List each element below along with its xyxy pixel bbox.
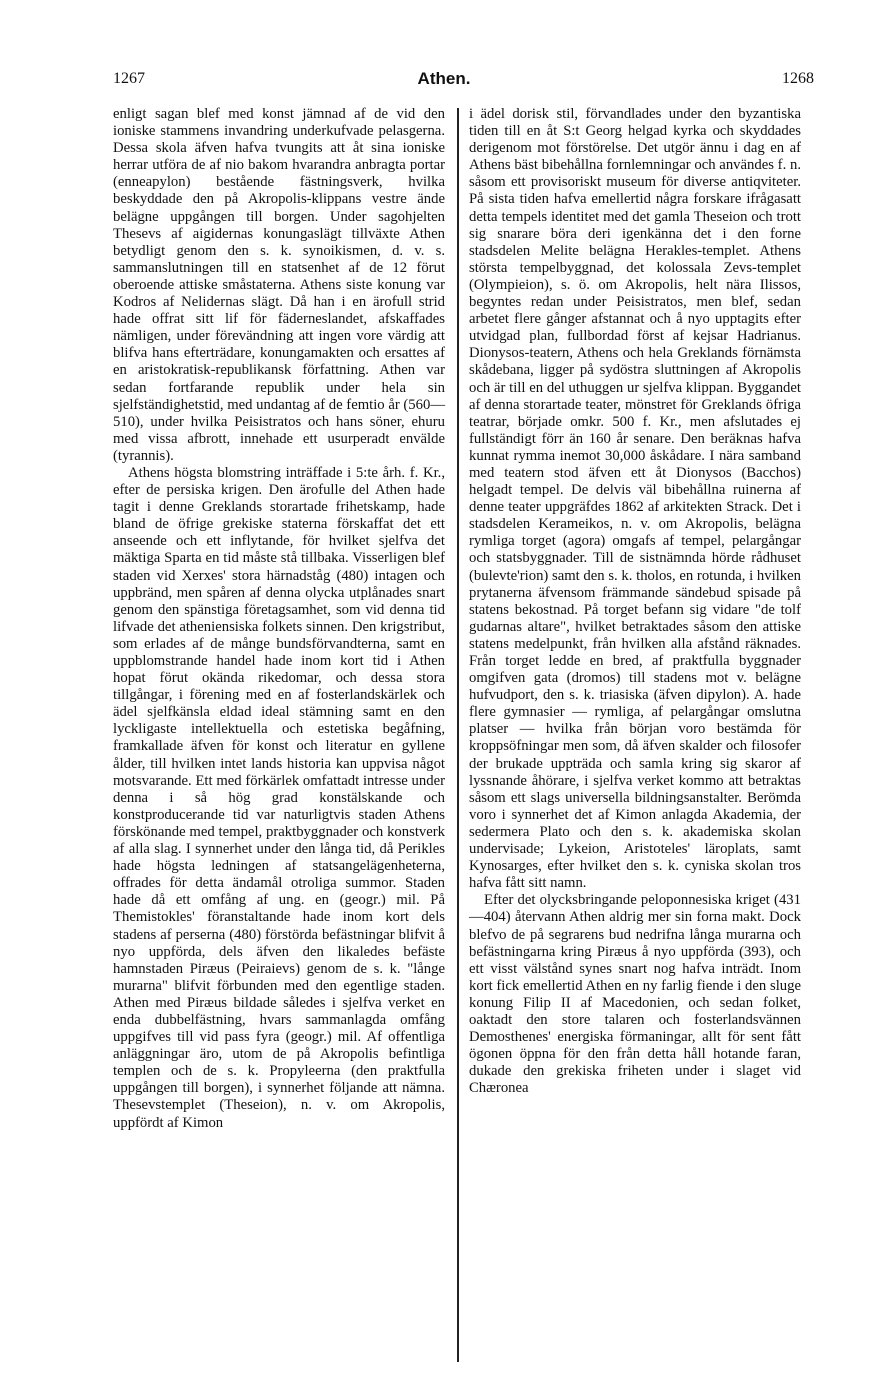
page-number-right: 1268 <box>782 70 814 87</box>
page-number-left: 1267 <box>113 70 145 87</box>
column-divider <box>457 108 459 1362</box>
running-title: Athen. <box>417 69 471 88</box>
left-paragraph-1: enligt sagan blef med konst jämnad af de vid den ioniske stammens invandring underkufvade pelasgerna. Dessa skola äfven hafva tvungits att åt sina ioniske herrar utföra de af nio bakom hvarandra anbragta portar (enneapylon) bestående fästningsverk, hvilka beskyddade den på Akropolis-klippans vestre ände belägne uppgången till borgen. Under sagohjelten Thesevs af aigidernas konungaslägt tillväxte Athen betydligt genom den s. k. synoikismen, d. v. s. sammanslutningen till en statsenhet af de 12 förut oberoende attiske småstaterna. Athens siste konung var Kodros af Nelidernas slägt. Då han i en ärofull strid hade offrat sitt lif för fäderneslandet, afskaffades nämligen, under förevändning att ingen vore värdig att blifva hans efterträdare, konungamakten och ersattes af en aristokratisk-republikansk författning. Athen var sedan fortfarande republik under hela sin sjelfständighetstid, med undantag af de femtio år (560—510), under hvilka Peisistratos och hans söner, ehuru med vissa afbrott, innehade ett usurperadt envälde (tyrannis). <box>113 106 446 464</box>
left-column <box>113 106 445 1132</box>
right-paragraph-1: i ädel dorisk stil, förvandlades under den byzantiska tiden till en åt S:t Georg helgad kyrka och skyddades derigenom mot förstörelse. Det utgör ännu i dag en af Athens bäst bibehållna fornlemningar och användes f. n. såsom ett provisoriskt museum för diverse antiqviteter. På sista tiden hafva emellertid några forskare ifrågasatt detta tempels identitet med det gamla Theseion och trott sig snarare böra deri igenkänna det i den forne stadsdelen Melite belägna Herakles-templet. Athens största tempelbyggnad, det kolossala Zevs-templet (Olympieion), s. ö. om Akropolis, helt nära Ilissos, begyntes redan under Peisistratos, men blef, sedan arbetet flere gånger afstannat och å nyo upptagits efter utvidgad plan, fullbordad först af kejsar Hadrianus. Dionysos-teatern, Athens och hela Greklands förnämsta skådebana, ligger på sydöstra sluttningen af Akropolis och är till en del uthuggen ur sjelfva klippan. Byggandet af denna storartade teater, mönstret för Greklands öfriga teatrar, började omkr. 500 f. Kr., men afslutades ej fullständigt förr än 160 år senare. Den beräknas hafva kunnat rymma inemot 30,000 åskådare. I nära samband med teatern stod äfven ett åt Dionysos (Bacchos) helgadt tempel. De delvis väl bibehållna ruinerna af denne teater uppgräfdes 1862 af arkitekten Strack. Det i stadsdelen Kerameikos, n. v. om Akropolis, belägna rymliga torget (agora) omgafs af tempel, pelargångar och statsbyggnader. Till de sistnämnda hörde rådhuset (bulevte'rion) samt den s. k. tholos, en rotunda, i hvilken prytanerna äfvensom främmande sändebud spisade på statens bekostnad. På torget befann sig vidare "de tolf gudarnas altare", hvilket betraktades såsom den attiske statens medelpunkt, från hvilken alla afstånd räknades. Från torget ledde en bred, af praktfulla byggnader omgifven gata (dromos) till stadens mot v. belägne hufvudport, den s. k. triasiska (äfven dipylon). A. hade flere gymnasier — rymliga, af pelargångar omslutna platser — hvilka från början voro bestämda för kroppsöfningar men som, då äfven skalder och filosofer der brukade uppträda och samla kring sig skaror af lyssnande åhörare, i sjelfva verket kommo att betraktas såsom ett slags universella bildningsanstalter. Berömda voro i synnerhet det af Kimon anlagda Akademia, der sedermera Plato och den s. k. akademiska skolan undervisade; Lykeion, Aristoteles' läroplats, samt Kynosarges, efter hvilket den s. k. cyniska skolan tros hafva fått sitt namn. <box>469 106 801 892</box>
right-paragraph-2: Efter det olycksbringande peloponnesiska kriget (431—404) återvann Athen aldrig mer sin forna makt. Dock blefvo de på segrarens bud nedrifna långa murarna och befästningarna kring Piræus å nyo uppförda (393), och ett visst välstånd synes snart nog hafva inträdt. Inom kort fick emellertid Athen en ny farlig fiende i den sluge konung Filip II af Macedonien, och sedan folket, oaktadt den store talaren och fosterlandsvännen Demosthenes' energiska förmaningar, allt för sent fått ögonen öppna för den från detta håll hotande faran, dukade den grekiska friheten under i slaget vid Chæronea <box>469 892 801 1097</box>
page-header <box>0 70 888 94</box>
left-paragraph-2: Athens högsta blomstring inträffade i 5:te årh. f. Kr., efter de persiska krigen. Den ärofulle del Athen hade tagit i denne Greklands storartade frihetskamp, hade bland de öfrige grekiske staterna förskaffat det ett anseende och ett inflytande, för hvilket sjelfva det mäktiga Sparta en tid måste stå tillbaka. Visserligen blef staden vid Xerxes' stora härnadståg (480) intagen och uppbränd, men spåren af denna olycka utplånades snart genom den spänstiga företagsamhet, som vid denna tid lifvade det atheniensiska folkets sinnen. Den krigstribut, som erlades af de månge bundsförvandterna, samt en uppblomstrande handel hade inom kort tid i Athen hopat förut okända rikedomar, och dessa stora tillgångar, i förening med en af fosterlandskärlek och ädel sjelfkänsla eldad ideal stämning samt en den lyckligaste intellektuella och estetiska begåfning, framkallade äfven för konst och literatur en gyllene ålder, till hvilken intet lands historia kan uppvisa något motsvarande. Ett med förkärlek omfattadt intresse under denna i så hög grad konstälskande och konstproducerande tid var naturligtvis staden Athens förskönande med tempel, praktbyggnader och konstverk af alla slag. I synnerhet under den långa tid, då Perikles hade högsta ledningen af statsangelägenheterna, offrades för detta ändamål otroliga summor. Staden hade då ett omfång af ung. en (geogr.) mil. På Themistokles' föranstaltande hade inom kort dels stadens af perserna (480) förstörda befästningar blifvit å nyo uppförda, dels äfven den likaledes befäste hamnstaden Piræus (Peiraievs) genom de s. k. "långe murarna" blifvit förbunden med den egentlige staden. Athen med Piræus bildade således i sjelfva verket en enda dubbelfästning, hvars sammanlagda omfång uppgifves till vid pass fyra (geogr.) mil. Af offentliga anläggningar äro, utom de på Akropolis befintliga templen och de s. k. Propyleerna (den praktfulla uppgången till borgen), i synnerhet följande att nämna. Thesevstemplet (Theseion), n. v. om Akropolis, uppfördt af Kimon <box>113 464 445 1131</box>
right-column <box>469 106 801 1097</box>
